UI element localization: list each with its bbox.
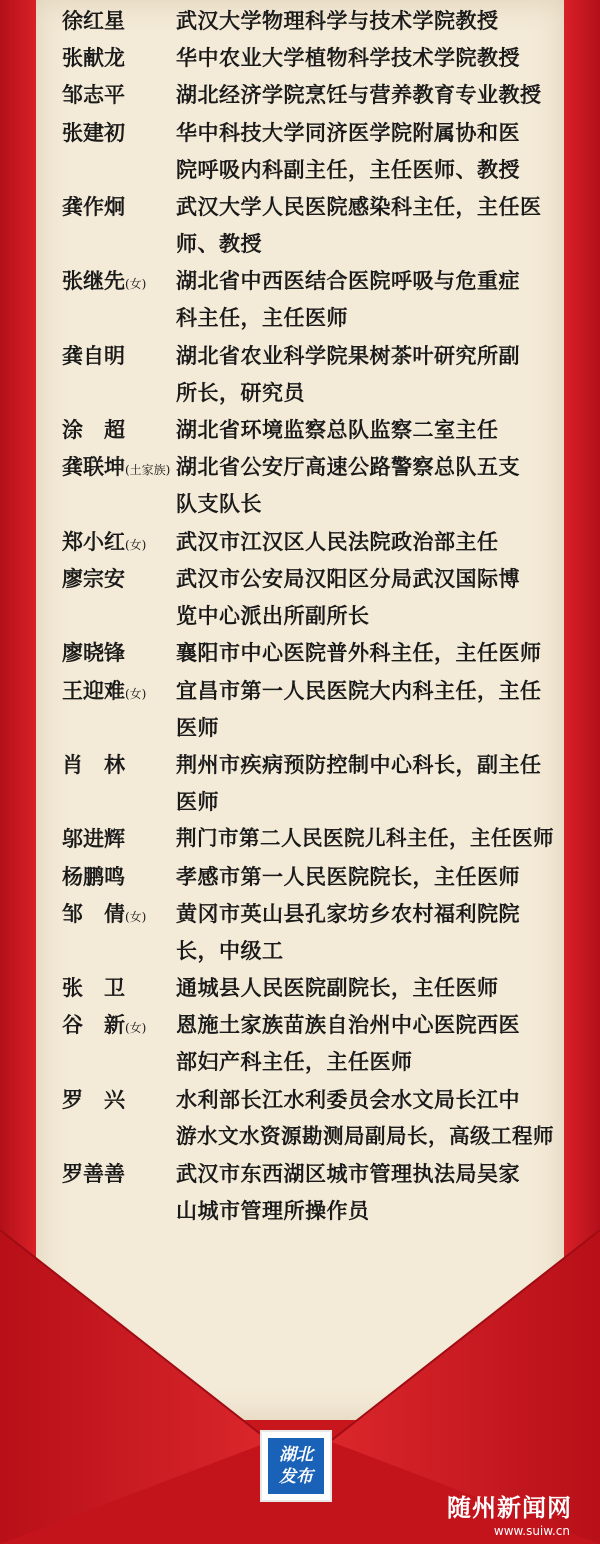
name-text: 龚联坤 xyxy=(62,454,125,480)
title-line: 医师 xyxy=(176,789,219,814)
honoree-name xyxy=(62,448,178,489)
honoree-title xyxy=(176,411,554,448)
name-text: 杨鹏鸣 xyxy=(62,863,125,889)
name-text: 龚作炯 xyxy=(62,194,125,219)
honoree-name xyxy=(62,523,178,564)
honoree-name xyxy=(62,672,178,713)
title-line: 湖北省中西医结合医院呼吸与危重症 xyxy=(176,268,520,294)
honoree-title xyxy=(176,523,554,560)
name-text: 张献龙 xyxy=(62,45,125,71)
list-item xyxy=(36,448,564,522)
title-line: 长，中级工 xyxy=(176,937,284,963)
title-line: 游水文水资源勘测局副局长，高级工程师 xyxy=(176,1123,554,1148)
name-text: 张 卫 xyxy=(62,975,125,1001)
honoree-name xyxy=(62,114,178,151)
name-text: 涂 超 xyxy=(62,417,125,443)
title-line: 湖北省公安厅高速公路警察总队五支 xyxy=(176,454,520,480)
honoree-name xyxy=(62,858,178,895)
honoree-title xyxy=(176,672,554,746)
title-line: 黄冈市英山县孔家坊乡农村福利院院 xyxy=(176,900,520,926)
honoree-title xyxy=(176,76,554,113)
title-line: 科主任，主任医师 xyxy=(176,305,348,331)
honoree-name xyxy=(62,634,178,671)
list-item xyxy=(36,262,564,336)
name-text: 邬进辉 xyxy=(62,826,125,852)
title-line: 荆门市第二人民医院儿科主任，主任医师 xyxy=(176,826,554,851)
logo-mark xyxy=(268,1438,324,1494)
honoree-name xyxy=(62,262,178,303)
name-text: 肖 林 xyxy=(62,752,125,777)
list-item xyxy=(36,2,564,39)
name-text: 罗善善 xyxy=(62,1161,125,1187)
title-line: 宜昌市第一人民医院大内科主任，主任 xyxy=(176,677,542,703)
list-item xyxy=(36,188,564,262)
honoree-title xyxy=(176,1081,554,1155)
title-line: 队支队长 xyxy=(176,491,262,517)
honoree-name xyxy=(62,1081,178,1118)
honoree-title xyxy=(176,188,554,262)
logo-line1: 湖北 xyxy=(279,1445,313,1465)
title-line: 孝感市第一人民医院院长，主任医师 xyxy=(176,863,520,889)
watermark-brand: 随州新闻网 xyxy=(447,1493,572,1522)
list-item xyxy=(36,560,564,634)
name-note: (土家族) xyxy=(125,463,171,478)
honoree-title xyxy=(176,448,554,522)
title-line: 武汉大学人民医院感染科主任，主任医 xyxy=(176,194,542,219)
name-text: 邹志平 xyxy=(62,82,125,108)
title-line: 院呼吸内科副主任，主任医师、教授 xyxy=(176,156,520,182)
honoree-name xyxy=(62,560,178,597)
list-item xyxy=(36,820,564,857)
name-text: 徐红星 xyxy=(62,8,125,33)
name-note: (女) xyxy=(125,537,147,552)
list-item xyxy=(36,76,564,113)
name-text: 廖晓锋 xyxy=(62,640,125,666)
title-line: 师、教授 xyxy=(176,231,262,256)
honoree-title xyxy=(176,820,554,857)
paper-card xyxy=(36,0,564,1420)
list-item xyxy=(36,746,564,820)
name-note: (女) xyxy=(125,277,147,292)
title-line: 华中科技大学同济医学院附属协和医 xyxy=(176,119,520,145)
honoree-name xyxy=(62,1006,178,1047)
title-line: 部妇产科主任，主任医师 xyxy=(176,1049,413,1075)
name-text: 王迎难 xyxy=(62,677,125,703)
list-item xyxy=(36,411,564,448)
name-note: (女) xyxy=(125,909,147,924)
honoree-title xyxy=(176,39,554,76)
name-text: 张建初 xyxy=(62,119,125,145)
list-item xyxy=(36,969,564,1006)
honoree-title xyxy=(176,2,554,39)
title-line: 水利部长江水利委员会水文局长江中 xyxy=(176,1086,520,1112)
honoree-title xyxy=(176,337,554,411)
title-line: 山城市管理所操作员 xyxy=(176,1198,370,1224)
title-line: 湖北省农业科学院果树茶叶研究所副 xyxy=(176,342,520,368)
name-text: 谷 新 xyxy=(62,1012,125,1038)
honoree-title xyxy=(176,858,554,895)
name-text: 邹 倩 xyxy=(62,900,125,926)
honoree-title xyxy=(176,1006,554,1080)
title-line: 襄阳市中心医院普外科主任，主任医师 xyxy=(176,640,542,666)
honoree-title xyxy=(176,969,554,1006)
list-item xyxy=(36,1155,564,1229)
honoree-name xyxy=(62,895,178,936)
list-item xyxy=(36,1081,564,1155)
title-line: 医师 xyxy=(176,714,219,740)
title-line: 武汉市江汉区人民法院政治部主任 xyxy=(176,528,499,554)
honoree-title xyxy=(176,746,554,820)
name-text: 张继先 xyxy=(62,268,125,294)
list-item xyxy=(36,895,564,969)
name-text: 罗 兴 xyxy=(62,1086,125,1112)
title-line: 恩施土家族苗族自治州中心医院西医 xyxy=(176,1012,520,1038)
honoree-title xyxy=(176,895,554,969)
title-line: 通城县人民医院副院长，主任医师 xyxy=(176,975,499,1001)
honoree-name xyxy=(62,746,178,783)
honoree-title xyxy=(176,634,554,671)
watermark-url: www.suiw.cn xyxy=(493,1524,570,1538)
list-item xyxy=(36,114,564,188)
honoree-name xyxy=(62,39,178,76)
title-line: 湖北经济学院烹饪与营养教育专业教授 xyxy=(176,82,542,108)
list-item xyxy=(36,39,564,76)
list-item xyxy=(36,523,564,560)
honoree-title xyxy=(176,262,554,336)
honoree-title xyxy=(176,114,554,188)
title-line: 华中农业大学植物科学技术学院教授 xyxy=(176,45,520,71)
hubei-fabu-logo xyxy=(260,1430,332,1502)
list-item xyxy=(36,1006,564,1080)
honoree-name xyxy=(62,411,178,448)
title-line: 武汉大学物理科学与技术学院教授 xyxy=(176,8,499,33)
logo-line2: 发布 xyxy=(279,1467,313,1487)
name-note: (女) xyxy=(125,686,147,701)
list-item xyxy=(36,858,564,895)
honoree-title xyxy=(176,560,554,634)
honoree-name xyxy=(62,337,178,374)
honoree-name xyxy=(62,820,178,857)
list-item xyxy=(36,672,564,746)
title-line: 荆州市疾病预防控制中心科长，副主任 xyxy=(176,752,542,777)
title-line: 武汉市公安局汉阳区分局武汉国际博 xyxy=(176,566,520,591)
name-text: 郑小红 xyxy=(62,528,125,554)
name-note: (女) xyxy=(125,1021,147,1036)
name-text: 廖宗安 xyxy=(62,566,125,591)
title-line: 览中心派出所副所长 xyxy=(176,603,370,628)
title-line: 湖北省环境监察总队监察二室主任 xyxy=(176,417,499,443)
honoree-name xyxy=(62,969,178,1006)
list-item xyxy=(36,634,564,671)
title-line: 武汉市东西湖区城市管理执法局吴家 xyxy=(176,1161,520,1187)
honoree-name xyxy=(62,188,178,225)
honoree-name xyxy=(62,76,178,113)
honoree-name xyxy=(62,1155,178,1192)
honoree-title xyxy=(176,1155,554,1229)
name-text: 龚自明 xyxy=(62,342,125,368)
list-item xyxy=(36,337,564,411)
title-line: 所长，研究员 xyxy=(176,379,305,405)
honoree-name xyxy=(62,2,178,39)
